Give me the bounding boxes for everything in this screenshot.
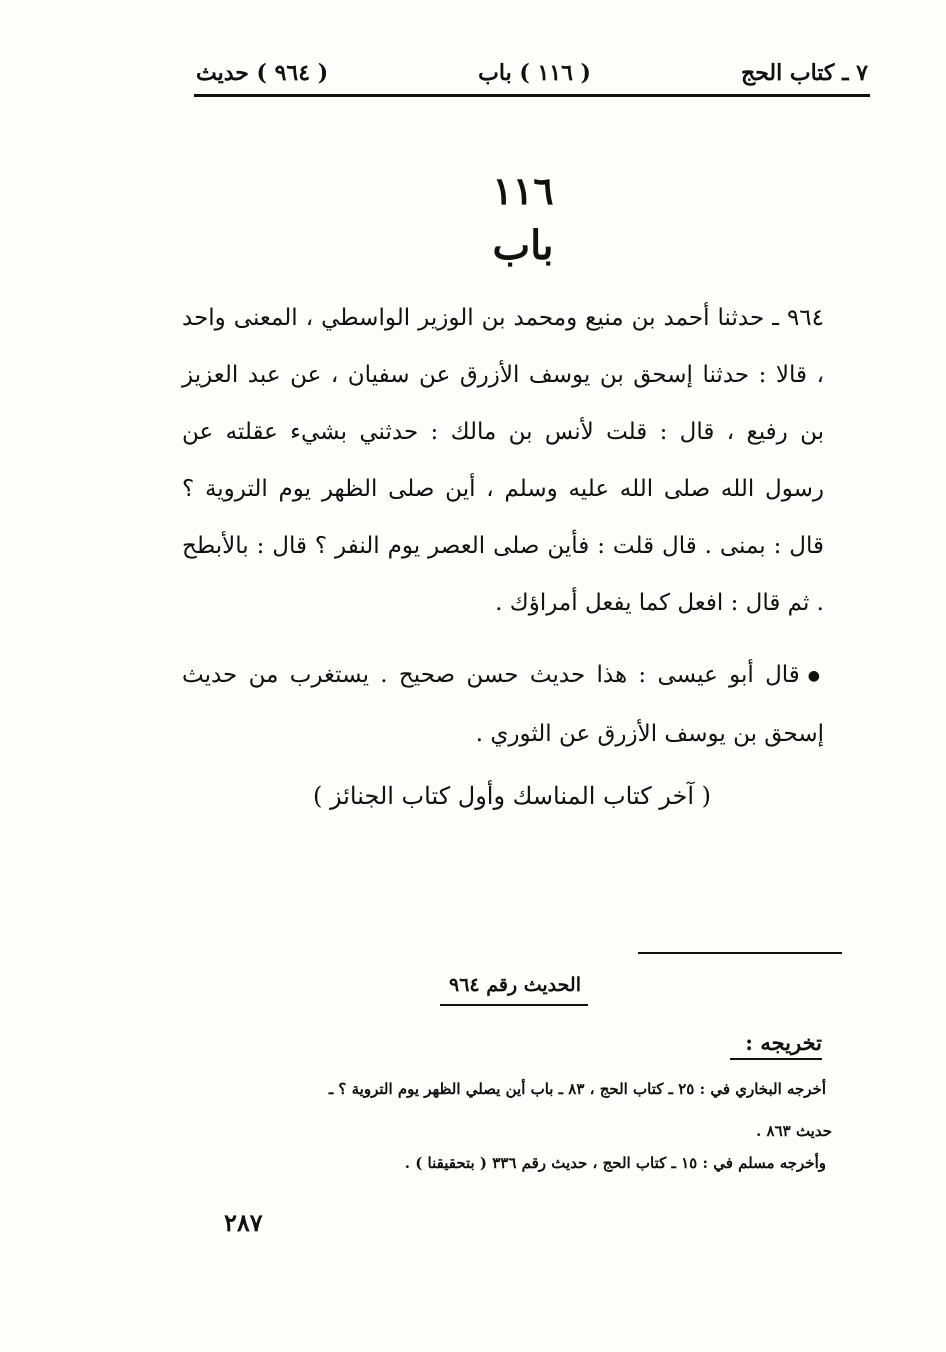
footnote-divider — [638, 952, 842, 954]
commentary-text: قال أبو عيسى : هذا حديث حسن صحيح . يستغرب من حديث إسحق بن يوسف الأزرق عن الثوري . — [182, 662, 824, 747]
footnote-title: الحديث رقم ٩٦٤ — [448, 974, 581, 996]
page-number: ٢٨٧ — [224, 1208, 263, 1237]
footnote-line: حديث ٨٦٣ . — [756, 1122, 832, 1140]
header-divider — [194, 94, 870, 97]
takhrij-heading: تخريجه : — [745, 1030, 822, 1055]
book-closing-note: ( آخر كتاب المناسك وأول كتاب الجنائز ) — [312, 782, 711, 810]
footnote-line: أخرجه البخاري في : ٢٥ ـ كتاب الحج ، ٨٣ ـ باب أين يصلي الظهر يوم التروية ؟ ـ — [328, 1080, 826, 1098]
header-chapter: ( ١١٦ ) باب — [478, 60, 591, 86]
running-header — [196, 56, 868, 90]
footnote-title-underline — [440, 1004, 588, 1006]
header-book-title: ٧ ـ كتاب الحج — [741, 60, 868, 86]
hadith-text: ٩٦٤ ـ حدثنا أحمد بن منيع ومحمد بن الوزير الواسطي ، المعنى واحد ، قالا : حدثنا إسحق بن يوسف الأزرق عن سفيان ، عن عبد العزيز بن رفيع ، قال : قلت لأنس بن مالك : حدثني بشيء عقلته عن رسول الله صلى الله عليه وسلم ، أين صلى الظهر يوم التروية ؟ قال : بمنى . قال قلت : فأين صلى العصر يوم النفر ؟ قال : بالأبطح . ثم قال : افعل كما يفعل أمراؤك . — [182, 305, 824, 616]
footnote-line: وأخرجه مسلم في : ١٥ ـ كتاب الحج ، حديث رقم ٣٣٦ ( بتحقيقنا ) . — [404, 1154, 826, 1172]
commentary — [182, 646, 824, 763]
header-hadith-number: ( ٩٦٤ ) حديث — [196, 60, 329, 86]
chapter-number: ١١٦ — [492, 168, 554, 213]
chapter-title: باب — [492, 222, 554, 269]
takhrij-underline — [730, 1058, 822, 1060]
bullet-icon: ● — [807, 668, 825, 684]
